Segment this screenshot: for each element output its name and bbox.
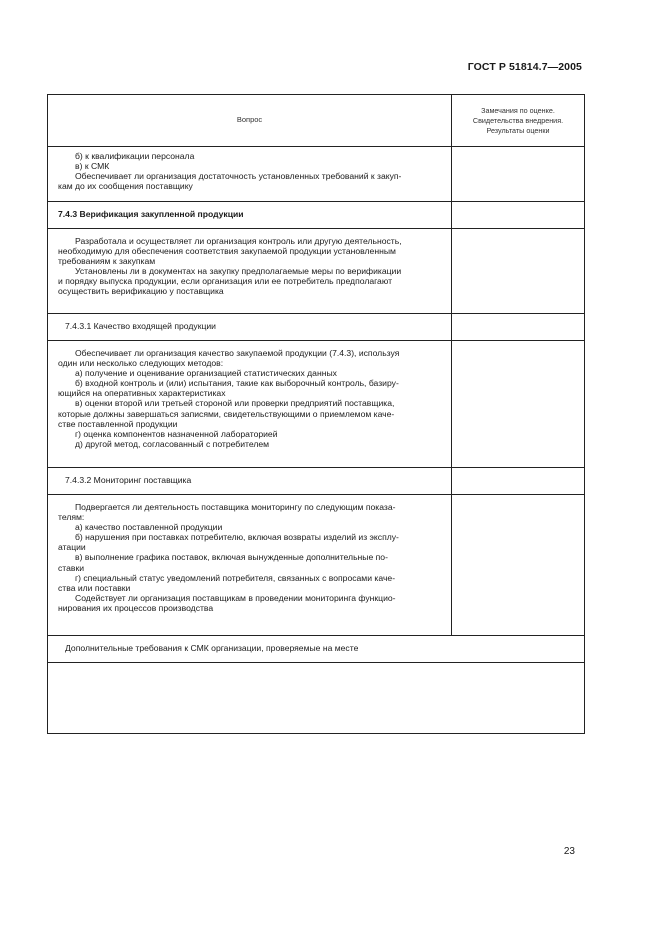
document-code: ГОСТ Р 51814.7—2005 [467,61,582,73]
subsection-heading: 7.4.3.2 Мониторинг поставщика [48,468,452,495]
remarks-cell[interactable] [452,314,585,341]
section-row [48,314,585,341]
empty-row [48,663,585,734]
blank-notes-cell[interactable] [48,663,585,734]
additional-requirements-row [48,636,585,663]
question-cell: Обеспечивает ли организация качество закупаемой продукции (7.4.3), используя один или несколько следующих методов: а) получение и оценивание организацией статистических данных б) входной контроль и (или) испытания, такие как выборочный контроль, базиру- ющийся на оперативных характеристиках в) оценки второй или третьей стороной или проверки предприятий поставщика, которые должны завершаться записями, свидетельствующими о приемлемом каче- стве поставленной продукции г) оценка компонентов назначенной лабораторией д) другой метод, согласованный с потребителем [48,341,452,468]
section-heading: 7.4.3 Верификация закупленной продукции [48,202,452,229]
table-row [48,495,585,636]
subsection-heading: 7.4.3.1 Качество входящей продукции [48,314,452,341]
question-cell: Подвергается ли деятельность поставщика мониторингу по следующим показа- телям: а) качество поставленной продукции б) нарушения при поставках потребителю, включая возвраты изделий из эксплу- атации в) выполнение графика поставок, включая вынужденные дополнительные по- ставки г) специальный статус уведомлений потребителя, связанных с вопросами каче- ства или поставки Содействует ли организация поставщикам в проведении мониторинга функцио- нирования их процессов производства [48,495,452,636]
question-cell: б) к квалификации персонала в) к СМК Обеспечивает ли организация достаточность установленных требований к закуп- кам до их сообщения поставщику [48,147,452,202]
remarks-cell[interactable] [452,147,585,202]
table-header-row [48,95,585,147]
section-row [48,468,585,495]
question-cell: Разработала и осуществляет ли организация контроль или другую деятельность, необходимую для обеспечения соответствия закупаемой продукции установленным требованиям к закупкам Установлены ли в документах на закупку предполагаемые меры по верификации и порядку выпуска продукции, если организация или ее потребитель предполагают осуществить верификацию у поставщика [48,229,452,314]
assessment-table [47,94,585,734]
remarks-cell[interactable] [452,495,585,636]
page-number: 23 [563,846,575,857]
table-row [48,229,585,314]
remarks-cell[interactable] [452,229,585,314]
remarks-cell[interactable] [452,202,585,229]
remarks-cell[interactable] [452,341,585,468]
table-row [48,341,585,468]
section-row [48,202,585,229]
additional-requirements-heading: Дополнительные требования к СМК организации, проверяемые на месте [48,636,585,663]
table-row [48,147,585,202]
column-header-remarks: Замечания по оценке. Свидетельства внедрения. Результаты оценки [452,95,585,147]
remarks-cell[interactable] [452,468,585,495]
column-header-question: Вопрос [48,95,452,147]
